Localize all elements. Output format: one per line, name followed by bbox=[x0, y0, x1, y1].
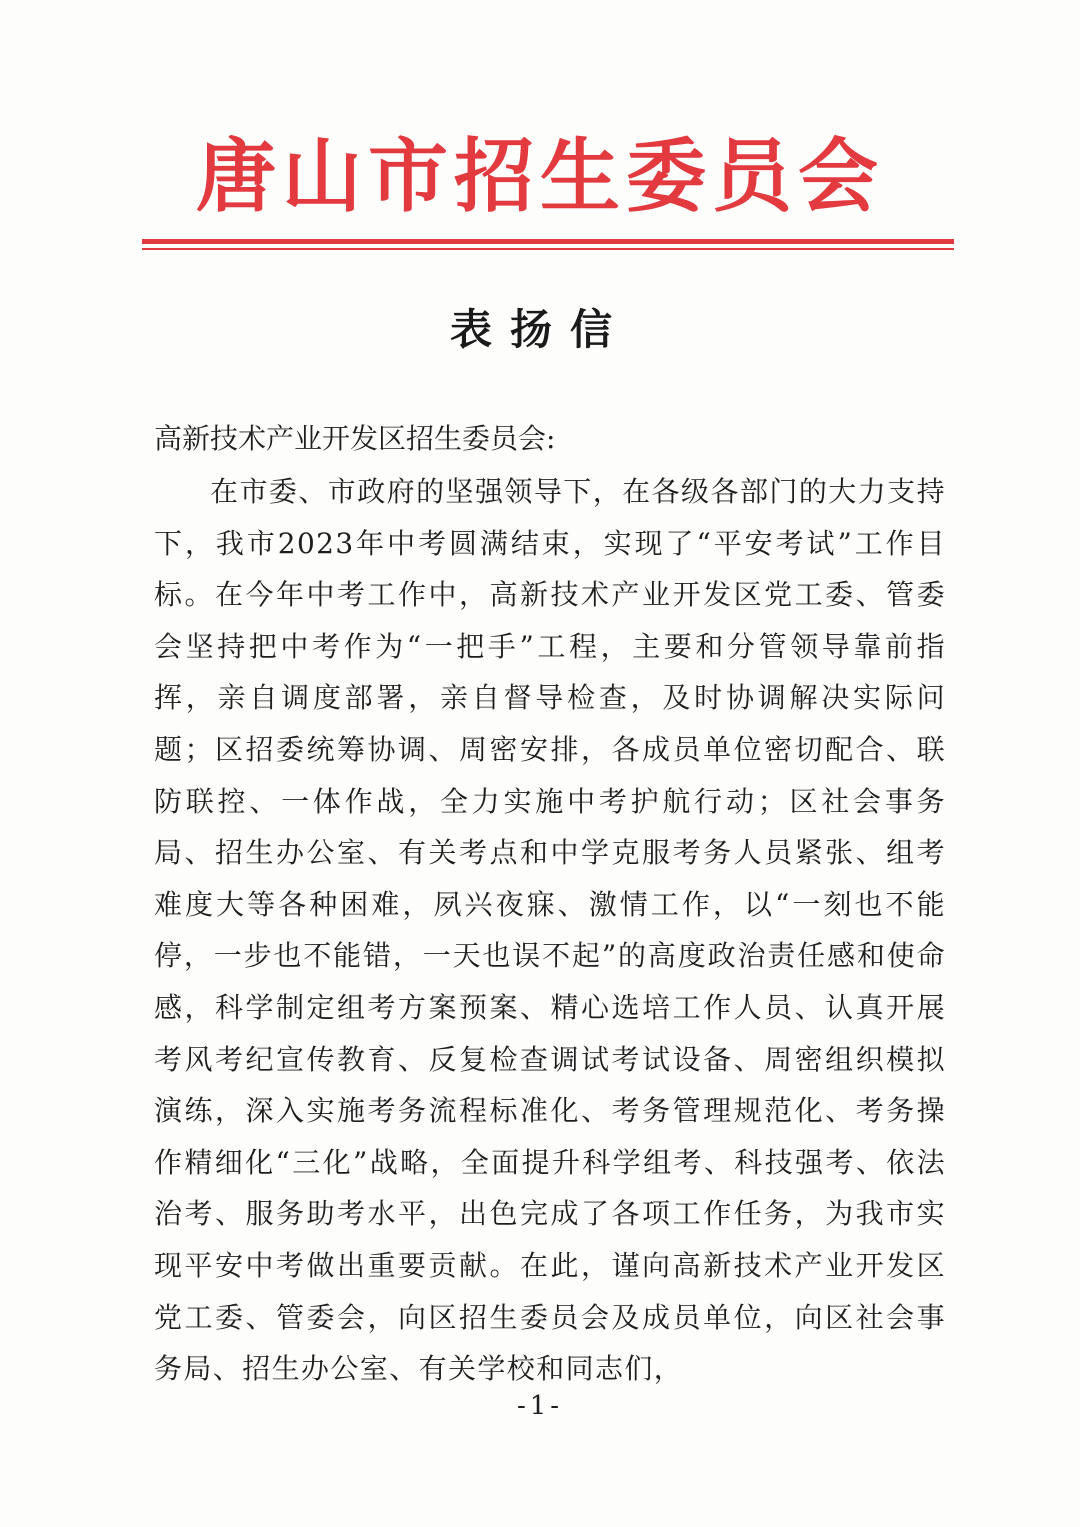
letter-title: 表扬信 bbox=[449, 305, 630, 354]
masthead-org-name: 唐山市招生委员会 bbox=[196, 129, 884, 223]
page-number: -1- bbox=[516, 1391, 564, 1421]
letter-body: 在市委、市政府的坚强领导下，在各级各部门的大力支持下，我市2023年中考圆满结束，实现了“平安考试”工作目标。在今年中考工作中，高新技术产业开发区党工委、管委会坚持把中考作为“一把手”工程，主要和分管领导靠前指挥，亲自调度部署，亲自督导检查，及时协调解决实际问题；区招委统筹协调、周密安排，各成员单位密切配合、联防联控、一体作战，全力实施中考护航行动；区社会事务局、招生办公室、有关考点和中学克服考务人员紧张、组考难度大等各种困难，夙兴夜寐、激情工作，以“一刻也不能停，一步也不能错，一天也误不起”的高度政治责任感和使命感，科学制定组考方案预案、精心选培工作人员、认真开展考风考纪宣传教育、反复检查调试考试设备、周密组织模拟演练，深入实施考务流程标准化、考务管理规范化、考务操作精细化“三化”战略，全面提升科学组考、科技强考、依法治考、服务助考水平，出色完成了各项工作任务，为我市实现平安中考做出重要贡献。在此，谨向高新技术产业开发区党工委、管委会，向区招生委员会及成员单位，向区社会事务局、招生办公室、有关学校和同志们， bbox=[154, 475, 946, 1386]
masthead-divider-thin bbox=[142, 248, 954, 250]
masthead-divider-thick bbox=[142, 239, 954, 244]
letter-addressee: 高新技术产业开发区招生委员会: bbox=[154, 422, 556, 455]
